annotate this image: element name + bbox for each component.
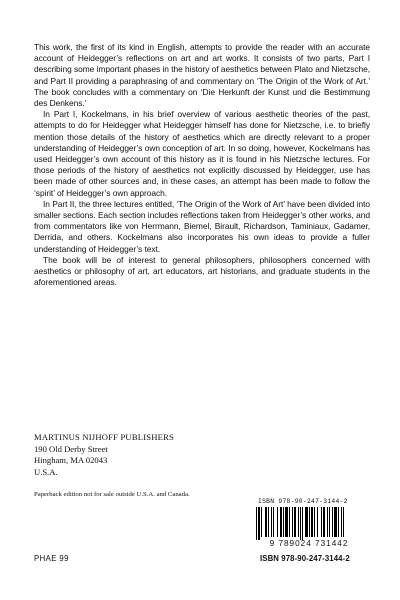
barcode-bar bbox=[311, 507, 313, 537]
barcode-bar bbox=[314, 507, 315, 537]
barcode-block bbox=[248, 498, 370, 550]
publisher-country: U.S.A. bbox=[34, 466, 58, 477]
publisher-name: MARTINUS NIJHOFF PUBLISHERS bbox=[34, 432, 175, 442]
series-code: PHAE 99 bbox=[34, 554, 69, 563]
publisher-city: Hingham, MA 02043 bbox=[34, 455, 108, 465]
blurb-paragraph-intro: This work, the first of its kind in English, attempts to provide the reader with an accurate account of Heidegger’s reflections on art and art works. It consists of two parts, Part I describing some important phases in the history of aesthetics between Plato and Nietzsche, and Part II providing a paraphrasing of and commentary on ‘The Origin of the Work of Art.’ The book concludes with a commentary on ‘Die Herkunft der Kunst und die Bestimmung des Denkens.’ bbox=[34, 42, 370, 109]
sales-restriction-note: Paperback edition not for sale outside U.S.A. and Canada. bbox=[34, 491, 190, 498]
barcode-bar bbox=[268, 507, 269, 537]
barcode-digits: 9 789024 731442 bbox=[269, 539, 349, 548]
blurb-paragraph-part-one: In Part I, Kockelmans, in his brief overview of various aesthetic theories of the past, attempts to do for Heidegger what Heidegger himself has done for Nietzsche, i.e. to briefly mention those details of the history of aesthetics which are directly relevant to a proper understanding of Heidegger’s own conception of art. In so doing, however, Kockelmans has used Heidegger’s own account of this history as it is found in his Nietzsche lectures. For those periods of the history of aesthetics not explicitly discussed by Heidegger, use has been made of other sources and, in these cases, an attempt has been made to follow the ‘spirit’ of Heidegger’s own approach. bbox=[34, 109, 370, 198]
barcode-bar bbox=[309, 507, 310, 537]
barcode-bar bbox=[271, 507, 272, 537]
blurb-paragraph-audience: The book will be of interest to general philosophers, philosophers concerned with aesthetics or philosophy of art, art educators, art historians, and graduate students in the aforementioned areas. bbox=[34, 254, 370, 288]
barcode-bar bbox=[334, 507, 337, 537]
barcode-bar bbox=[343, 507, 344, 537]
barcode-bar bbox=[277, 507, 278, 537]
publisher-address bbox=[34, 432, 174, 478]
barcode-bar bbox=[302, 507, 303, 540]
barcode-bar bbox=[329, 507, 330, 537]
barcode-bar bbox=[300, 507, 301, 540]
barcode-bar bbox=[294, 507, 296, 537]
barcode-bar bbox=[292, 507, 293, 537]
barcode-bar bbox=[323, 507, 325, 537]
barcode-bars bbox=[254, 507, 364, 540]
barcode-bar bbox=[261, 507, 262, 537]
barcode-bar bbox=[305, 507, 308, 537]
back-cover-blurb bbox=[34, 42, 370, 288]
barcode-bar bbox=[258, 507, 260, 540]
barcode-bar bbox=[317, 507, 318, 537]
barcode-bar bbox=[321, 507, 322, 537]
barcode-bar bbox=[280, 507, 282, 537]
barcode-bar bbox=[289, 507, 290, 537]
barcode-bar bbox=[283, 507, 284, 537]
barcode-bar bbox=[265, 507, 267, 537]
barcode-bar bbox=[285, 507, 288, 537]
barcode-bar bbox=[332, 507, 333, 537]
barcode-bar bbox=[256, 507, 257, 540]
barcode-bar bbox=[327, 507, 328, 537]
blurb-paragraph-part-two: In Part II, the three lectures entitled, ‘The Origin of the Work of Art’ have been divided into smaller sections. Each section includes reflections taken from Heidegger’s other works, and from commentators like von Herrmann, Biemel, Birault, Richardson, Taminiaux, Gadamer, Derrida, and others. Kockelmans also incorporates his own ideas to provide a fuller understanding of Heidegger’s text. bbox=[34, 198, 370, 254]
barcode-isbn-label: ISBN 978-90-247-3144-2 bbox=[258, 498, 348, 505]
barcode-bar bbox=[341, 507, 342, 537]
barcode-bar bbox=[298, 507, 299, 537]
isbn-number: ISBN 978-90-247-3144-2 bbox=[260, 554, 350, 563]
barcode-bar bbox=[273, 507, 274, 537]
publisher-street: 190 Old Derby Street bbox=[34, 443, 108, 454]
barcode-bar bbox=[338, 507, 339, 537]
